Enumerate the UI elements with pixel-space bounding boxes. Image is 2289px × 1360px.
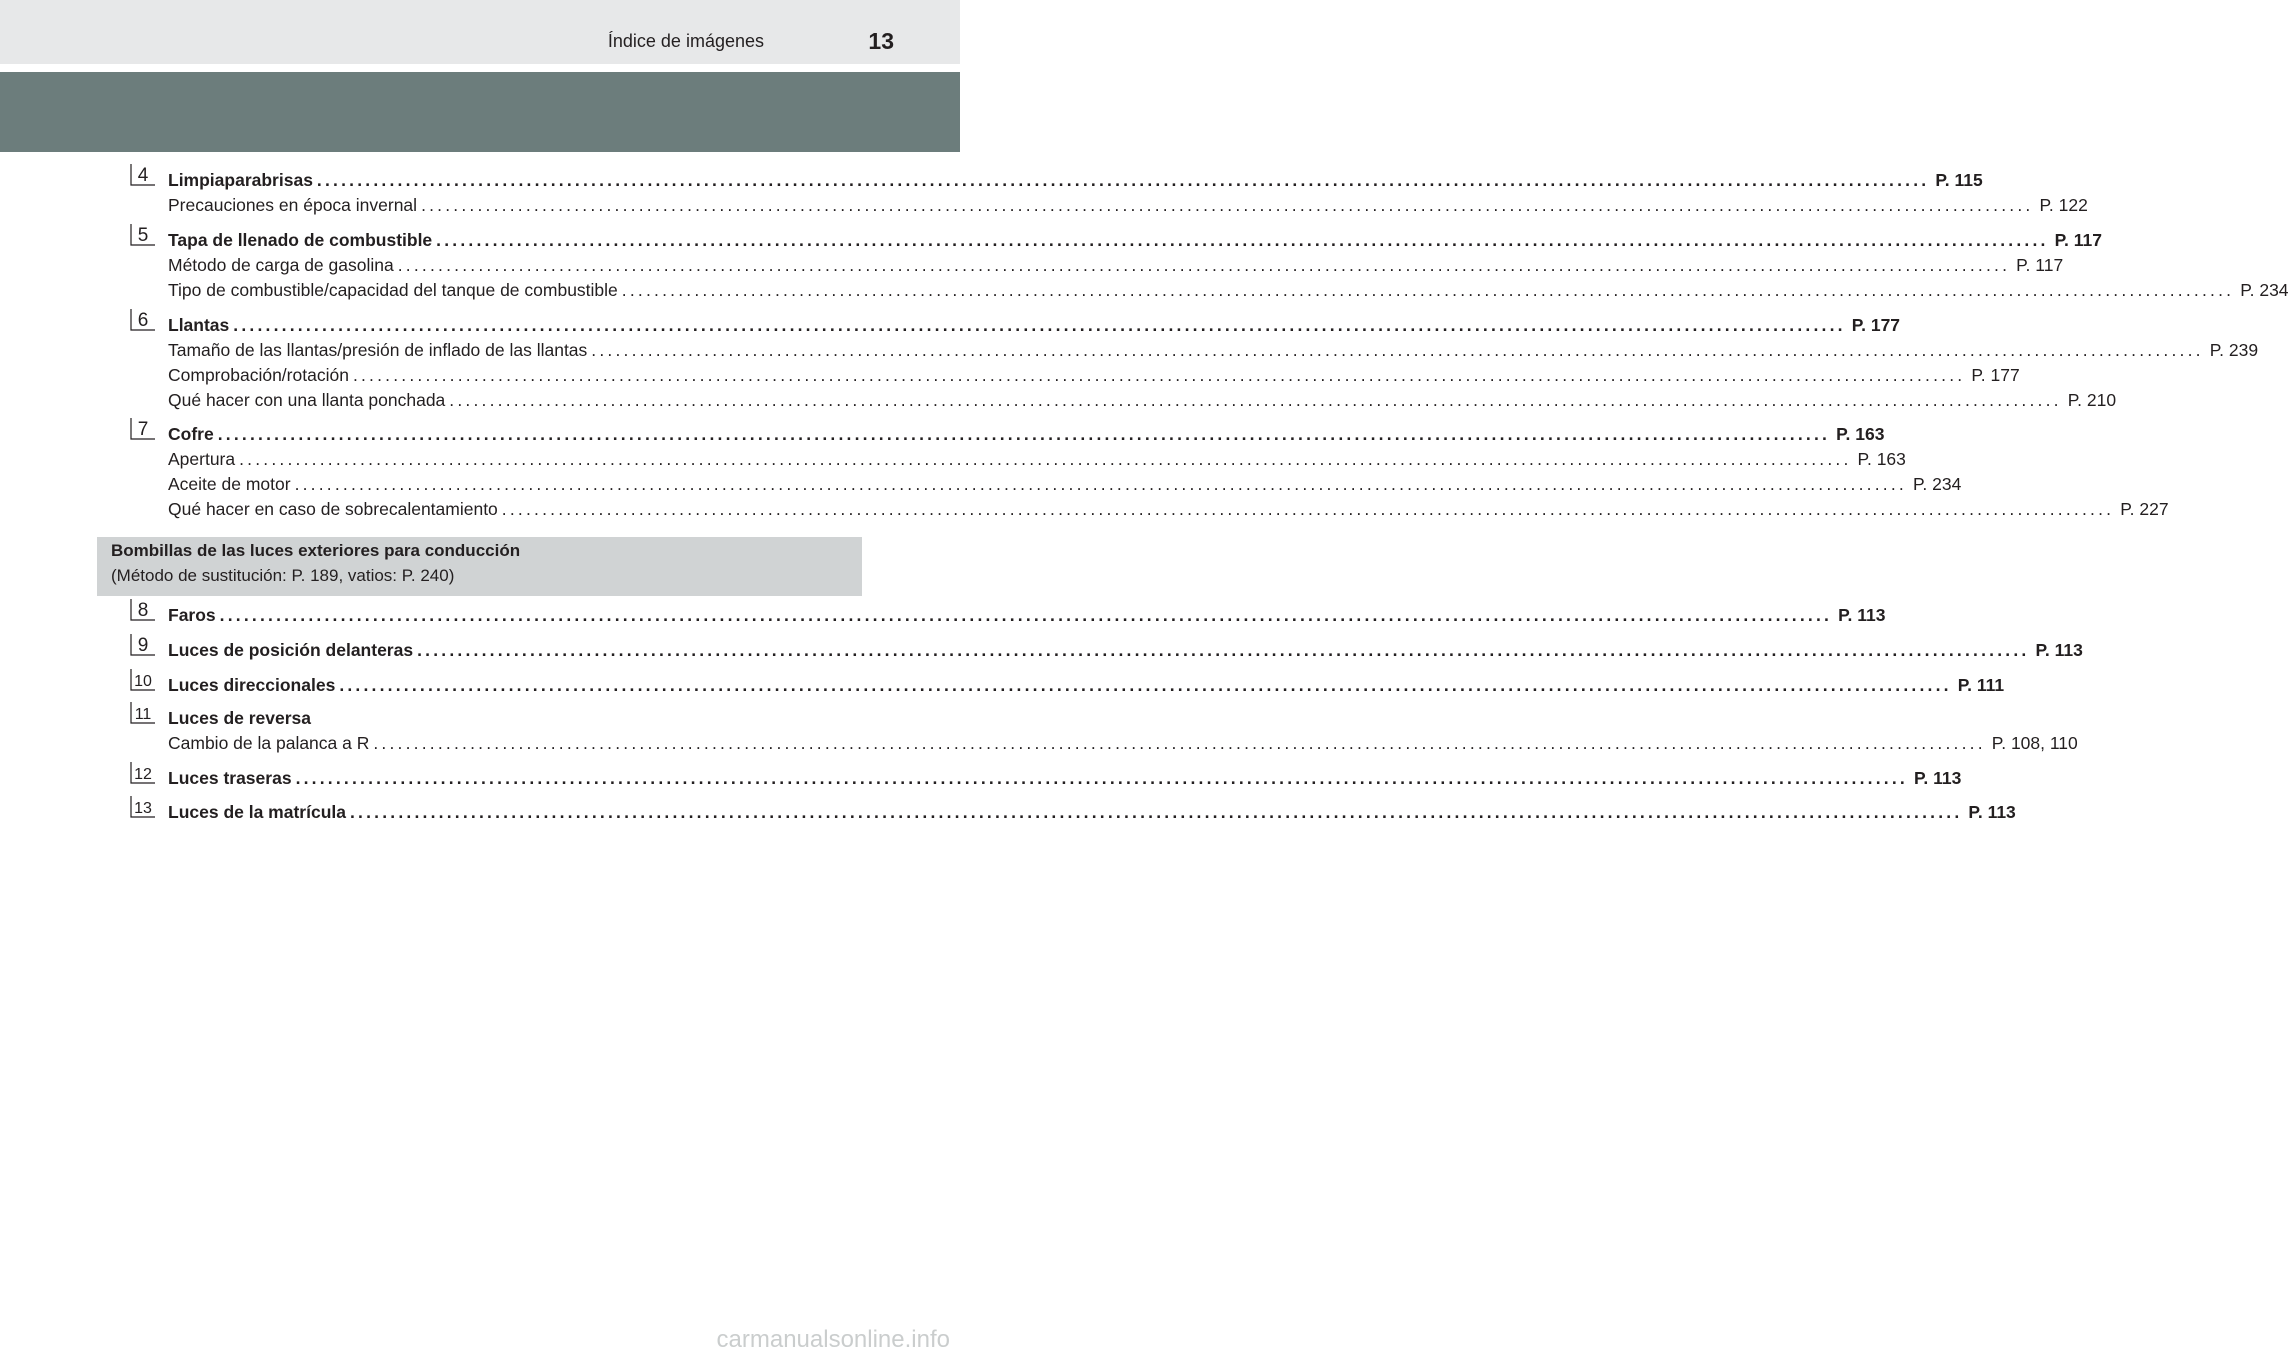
entry-label: Apertura (168, 449, 236, 469)
entry-label: Tamaño de las llantas/presión de inflado de las llantas (168, 340, 588, 360)
entry-label: Método de carga de gasolina (168, 255, 394, 275)
page-reference: P. 234 (2240, 280, 2289, 300)
dot-leader: ........................................................................................................................................................................................................ (219, 605, 1833, 625)
index-entry (168, 422, 1885, 446)
index-entry (168, 673, 2005, 697)
dot-leader: ........................................................................................................................................................................................................ (339, 675, 1952, 695)
index-entry (168, 363, 2020, 387)
entry-label: Luces de reversa (168, 708, 312, 728)
page-reference: P. 234 (1912, 474, 1962, 494)
entry-label: Aceite de motor (168, 474, 291, 494)
item-number: 13 (134, 800, 152, 817)
entry-label: Luces direccionales (168, 675, 336, 695)
entry-label: Cofre (168, 424, 214, 444)
item-number-icon (129, 222, 157, 248)
index-entry (168, 766, 1962, 790)
page-reference: P. 113 (1968, 802, 2016, 822)
dot-leader: ........................................................................................................................................................................................................ (294, 474, 1907, 494)
dot-leader: ........................................................................................................................................................................................................ (233, 315, 1846, 335)
item-number-icon (129, 794, 157, 820)
index-entry (168, 706, 824, 730)
dot-leader: ........................................................................................................................................................................................................ (501, 499, 2115, 519)
page-reference: P. 122 (2039, 195, 2088, 215)
dot-leader: ........................................................................................................................................................................................................ (621, 280, 2235, 300)
section-subtitle: (Método de sustitución: P. 189, vatios: P. 240) (111, 566, 455, 585)
page-reference: P. 117 (2016, 255, 2064, 275)
entry-label: Tipo de combustible/capacidad del tanque de combustible (168, 280, 618, 300)
item-number-icon (129, 307, 157, 333)
page-reference: P. 210 (2067, 390, 2117, 410)
entry-label: Qué hacer en caso de sobrecalentamiento (168, 499, 498, 519)
item-number: 4 (137, 165, 149, 186)
item-number: 7 (137, 419, 149, 440)
dot-leader: ........................................................................................................................................................................................................ (239, 449, 1852, 469)
page-reference: P. 227 (2120, 499, 2169, 519)
page-reference: P. 113 (2035, 640, 2083, 660)
item-number-icon (129, 667, 157, 693)
page-reference: P. 163 (1836, 424, 1885, 444)
dot-leader: ........................................................................................................................................................................................................ (373, 733, 1986, 753)
item-number: 8 (137, 600, 149, 621)
index-entry (168, 731, 2078, 755)
index-entry (168, 800, 2016, 824)
dot-leader: ........................................................................................................................................................................................................ (295, 768, 1908, 788)
page-reference: P. 239 (2209, 340, 2259, 360)
index-entry (168, 388, 2117, 412)
dot-leader: ........................................................................................................................................................................................................ (350, 802, 1963, 822)
dot-leader: ........................................................................................................................................................................................................ (352, 365, 1966, 385)
section-title: Bombillas de las luces exteriores para conducción (111, 541, 521, 560)
entry-label: Luces de posición delanteras (168, 640, 414, 660)
item-number-icon (129, 597, 157, 623)
dot-leader: ........................................................................................................................................................................................................ (591, 340, 2204, 360)
page-header-title: Índice de imágenes (607, 31, 764, 51)
dot-leader: ........................................................................................................................................................................................................ (397, 255, 2011, 275)
dot-leader: ........................................................................................................................................................................................................ (436, 230, 2049, 250)
section-heading-box (97, 537, 862, 596)
item-number-icon (129, 162, 157, 188)
entry-label: Qué hacer con una llanta ponchada (168, 390, 446, 410)
dot-leader: ........................................................................................................................................................................................................ (217, 424, 1831, 444)
item-number-icon (129, 700, 157, 726)
page-reference: P. 163 (1857, 449, 1906, 469)
dot-leader: ........................................................................................................................................................................................................ (316, 170, 1930, 190)
index-entry (168, 313, 1901, 337)
page-number: 13 (868, 28, 894, 54)
index-entry (168, 228, 2102, 252)
entry-label: Luces de la matrícula (168, 802, 346, 822)
page-reference: P. 117 (2054, 230, 2102, 250)
index-entry (168, 253, 2064, 277)
page-reference: P. 177 (1851, 315, 1901, 335)
entry-label: Limpiaparabrisas (168, 170, 313, 190)
entry-label: Llantas (168, 315, 230, 335)
item-number-icon (129, 760, 157, 786)
item-number: 11 (134, 706, 152, 723)
entry-label: Luces traseras (168, 768, 292, 788)
entry-label: Faros (168, 605, 216, 625)
page-reference: P. 113 (1913, 768, 1962, 788)
dot-leader: ........................................................................................................................................................................................................ (417, 640, 2030, 660)
header-banner (0, 72, 960, 152)
item-number: 10 (134, 673, 152, 690)
item-number: 9 (137, 635, 149, 656)
entry-label: Cambio de la palanca a R (168, 733, 370, 753)
watermark-text: carmanualsonline.info (716, 1326, 950, 1353)
entry-label: Precauciones en época invernal (168, 195, 418, 215)
item-number-icon (129, 416, 157, 442)
index-entry (168, 497, 2169, 521)
index-entry (168, 447, 1906, 471)
index-entry (168, 193, 2088, 217)
index-entry (168, 638, 2083, 662)
item-number: 12 (134, 766, 152, 783)
index-entry (168, 603, 1886, 627)
item-number: 6 (137, 310, 149, 331)
dot-leader: ........................................................................................................................................................................................................ (421, 195, 2034, 215)
entry-label: Comprobación/rotación (168, 365, 349, 385)
page-reference: P. 108, 110 (1991, 733, 2078, 753)
item-number: 5 (137, 225, 149, 246)
page-reference: P. 111 (1957, 675, 2005, 695)
page-reference: P. 177 (1971, 365, 2020, 385)
index-entry (168, 278, 2289, 302)
page-reference: P. 113 (1838, 605, 1886, 625)
index-entry (168, 472, 1962, 496)
dot-leader: ........................................................................................................................................................................................................ (449, 390, 2062, 410)
index-entry (168, 168, 1983, 192)
item-number-icon (129, 632, 157, 658)
header-strip (0, 0, 960, 64)
page-reference: P. 115 (1935, 170, 1983, 190)
entry-label: Tapa de llenado de combustible (168, 230, 433, 250)
index-entry (168, 338, 2259, 362)
